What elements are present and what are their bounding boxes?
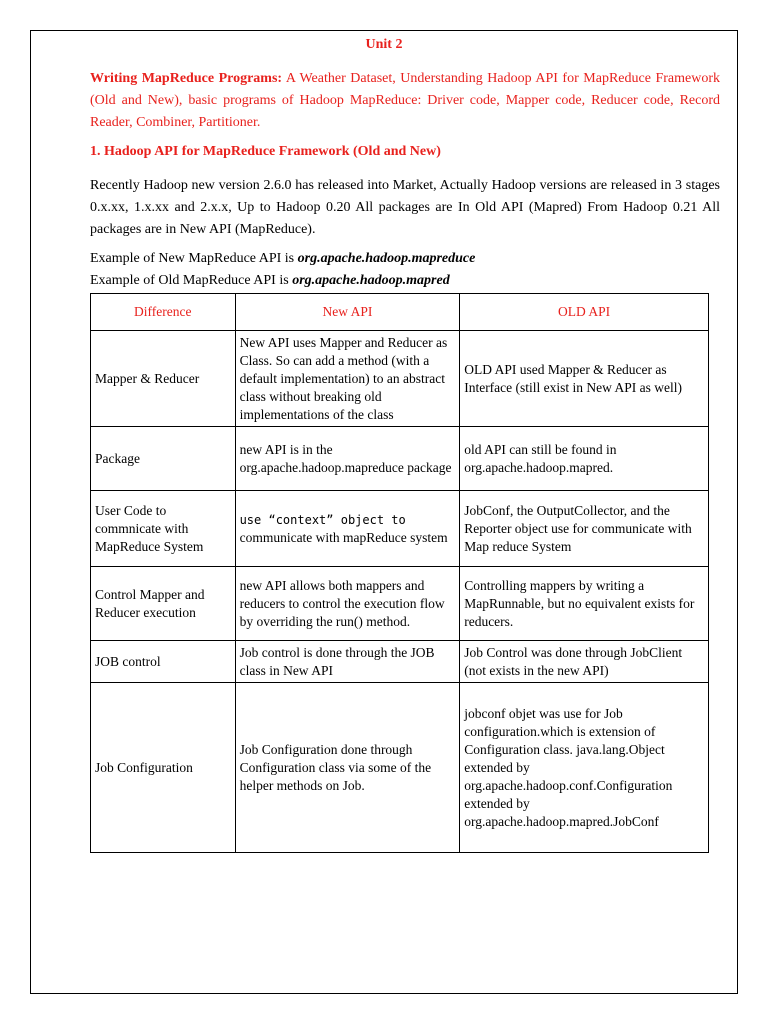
table-row — [91, 427, 709, 491]
table-row — [91, 331, 709, 427]
cell-difference: Job Configuration — [91, 683, 236, 853]
cell-old-api: Controlling mappers by writing a MapRunnable, but no equivalent exists for reducers. — [460, 567, 709, 641]
body-paragraph: Recently Hadoop new version 2.6.0 has released into Market, Actually Hadoop versions are released in 3 stages 0.x.xx, 1.x.xx and 2.x.x, Up to Hadoop 0.20 All packages are In Old API (Mapred) From Hadoop 0.21 All packages are in New API (MapReduce). — [90, 178, 720, 237]
cell-difference: JOB control — [91, 641, 236, 683]
cell-new-api-text: communicate with mapReduce system — [239, 529, 448, 545]
cell-old-api: OLD API used Mapper & Reducer as Interface (still exist in New API as well) — [460, 331, 709, 427]
cell-new-api: Job Configuration done through Configuration class via some of the helper methods on Job. — [235, 683, 460, 853]
cell-difference: Control Mapper and Reducer execution — [91, 567, 236, 641]
cell-old-api: old API can still be found in org.apache.hadoop.mapred. — [460, 427, 709, 491]
cell-old-api: jobconf objet was use for Job configuration.which is extension of Configuration class. java.lang.Object extended by org.apache.hadoop.conf.Configuration extended by org.apache.hadoop.mapred.JobConf — [460, 683, 709, 853]
example-old-api — [90, 273, 450, 289]
table-row — [91, 567, 709, 641]
example-new-package: org.apache.hadoop.mapreduce — [297, 251, 476, 266]
table-row — [91, 491, 709, 567]
intro-lead: Writing MapReduce Programs: — [90, 71, 283, 86]
cell-new-api: Job control is done through the JOB class in New API — [235, 641, 460, 683]
example-new-api — [90, 251, 475, 267]
cell-new-api: new API is in the org.apache.hadoop.mapreduce package — [235, 427, 460, 491]
header-difference: Difference — [91, 294, 236, 331]
cell-old-api: JobConf, the OutputCollector, and the Reporter object use for communicate with Map reduce System — [460, 491, 709, 567]
unit-title: Unit 2 — [365, 37, 403, 52]
context-code: use “context” object to — [239, 512, 406, 527]
cell-difference: Mapper & Reducer — [91, 331, 236, 427]
intro-paragraph — [90, 68, 720, 134]
cell-new-api: New API uses Mapper and Reducer as Class. So can add a method (with a default implementation) to an abstract class without breaking old implementations of the class — [235, 331, 460, 427]
table-header-row — [91, 294, 709, 331]
cell-new-api: new API allows both mappers and reducers to control the execution flow by overriding the run() method. — [235, 567, 460, 641]
cell-old-api: Job Control was done through JobClient (not exists in the new API) — [460, 641, 709, 683]
table-row — [91, 683, 709, 853]
example-old-prefix: Example of Old MapReduce API is — [90, 273, 293, 288]
cell-difference: Package — [91, 427, 236, 491]
header-old-api: OLD API — [460, 294, 709, 331]
example-old-package: org.apache.hadoop.mapred — [292, 273, 450, 288]
cell-new-api — [235, 491, 460, 567]
cell-difference: User Code to commnicate with MapReduce System — [91, 491, 236, 567]
intro-rest: A Weather Dataset, Understanding Hadoop API for MapReduce Framework (Old and New), basic programs of Hadoop MapReduce: Driver code, Mapper code, Reducer code, Record Reader, Combiner, Partitioner. — [90, 71, 720, 130]
section-heading: 1. Hadoop API for MapReduce Framework (Old and New) — [90, 144, 441, 159]
example-new-prefix: Example of New MapReduce API is — [90, 251, 298, 266]
table-row — [91, 641, 709, 683]
header-new-api: New API — [235, 294, 460, 331]
api-comparison-table — [90, 293, 709, 853]
